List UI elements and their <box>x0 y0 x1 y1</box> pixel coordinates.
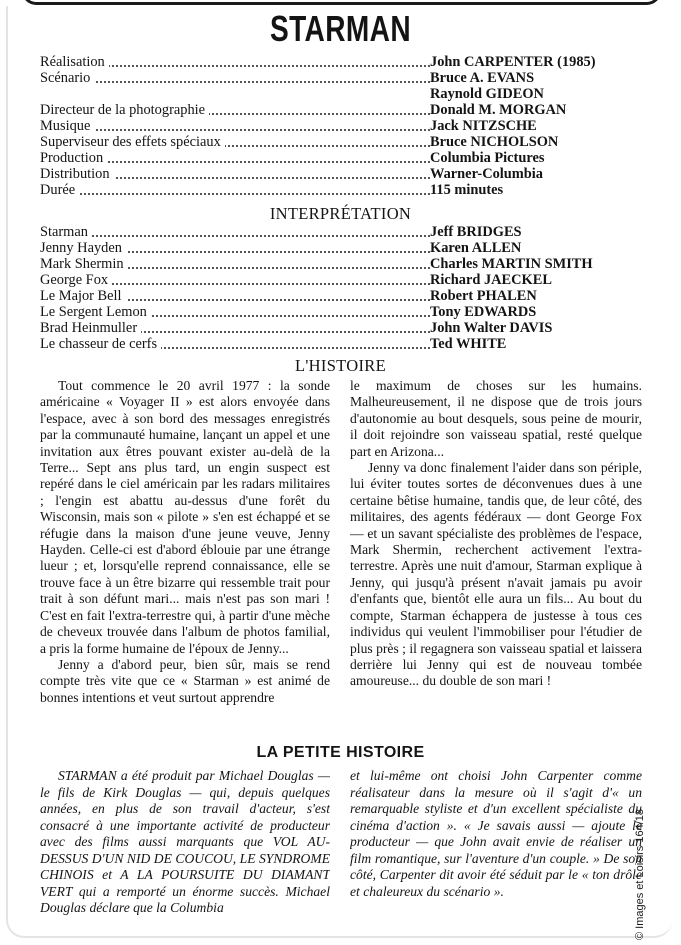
credit-role: Scénario <box>40 70 94 86</box>
credit-name: Bruce A. EVANS <box>430 70 535 86</box>
story-paragraph: Jenny va donc finalement l'aider dans son périple, lui éviter toutes sortes de déconvenues dues à une certaine bêtise humaine, tandis que, de leur côté, des militaires, des agents fédéraux — dont George Fox — et un savant spécialiste des problèmes de l'espace, Mark Shermin, recherchent activement l'extra-terrestre. Après une nuit d'amour, Starman explique à Jenny, qui jusqu'à présent n'avait jamais pu avoir d'enfants que, bientôt elle aura un fils... Au bout du compte, Starman échappera de justesse à tous ces individus qui veulent l'immobiliser pour l'étudier de plus près ; il regagnera son vaisseau spatial et laissera derrière lui Jenny qui est de nouveau tombée amoureuse... du double de son mari ! <box>350 460 642 689</box>
character-name: Le Sergent Lemon <box>40 304 151 320</box>
credit-row <box>40 150 600 166</box>
credit-role: Superviseur des effets spéciaux <box>40 134 225 150</box>
cast-row <box>40 256 600 272</box>
card-top-frame <box>22 0 661 5</box>
credit-row <box>40 134 600 150</box>
cast-row <box>40 336 600 352</box>
trivia-column-left <box>40 768 330 920</box>
credit-role: Réalisation <box>40 54 109 70</box>
cast-row <box>40 224 600 240</box>
credit-role: Durée <box>40 182 79 198</box>
credit-row <box>40 70 600 86</box>
story-heading: L'HISTOIRE <box>295 356 386 375</box>
credit-row <box>40 118 600 134</box>
credit-row <box>40 102 600 118</box>
actor-name: Robert PHALEN <box>430 288 537 304</box>
credit-name: Raynold GIDEON <box>430 86 544 102</box>
story-column-left <box>40 378 330 742</box>
actor-name: Karen ALLEN <box>430 240 522 256</box>
character-name: Brad Heinmuller <box>40 320 141 336</box>
character-name: Starman <box>40 224 92 240</box>
character-name: Le chasseur de cerfs <box>40 336 161 352</box>
credit-name: Jack NITZSCHE <box>430 118 537 134</box>
actor-name: Tony EDWARDS <box>430 304 537 320</box>
actor-name: Jeff BRIDGES <box>430 224 522 240</box>
credit-name: 115 minutes <box>430 182 504 198</box>
credit-role: Directeur de la photographie <box>40 102 209 118</box>
cast-row <box>40 304 600 320</box>
credit-row <box>40 166 600 182</box>
credit-name: Warner-Columbia <box>430 166 543 182</box>
cast-row <box>40 320 600 336</box>
cast-row <box>40 288 600 304</box>
credit-name: Bruce NICHOLSON <box>430 134 559 150</box>
credit-row <box>40 182 600 198</box>
trivia-heading: LA PETITE HISTOIRE <box>256 744 425 761</box>
credit-row <box>40 86 600 102</box>
story-paragraph: le maximum de choses sur les humains. Malheureusement, il ne dispose que de trois jours d'autonomie au bout desquels, sous peine de mourir, il doit rejoindre son vaisseau spatial, resté quelque part en Arizona... <box>350 378 642 459</box>
film-title: STARMAN <box>269 8 412 49</box>
trivia-paragraph: et lui-même ont choisi John Carpenter comme réalisateur dans la mesure où il s'agit d'« un remarquable styliste et d'un excellent spécialiste du cinéma d'action ». « Je savais aussi — ajoute le producteur — que John avait envie de réaliser un film romantique, sur l'aventure d'un couple. » De son côté, Carpenter dit avoir été séduit par le « ton drôle et chaleureux du scénario ». <box>350 768 642 899</box>
trivia-paragraph: STARMAN a été produit par Michael Douglas — le fils de Kirk Douglas — qui, depuis quelques années, en plus de son travail d'acteur, s'est consacré à une importante activité de producteur avec des films aussi marquants que VOL AU-DESSUS D'UN NID DE COUCOU, LE SYNDROME CHINOIS et A LA POURSUITE DU DIAMANT VERT qui a remporté un énorme succès. Michael Douglas déclare que la Columbia <box>40 768 330 915</box>
character-name: Mark Shermin <box>40 256 128 272</box>
character-name: Le Major Bell <box>40 288 126 304</box>
credit-name: Donald M. MORGAN <box>430 102 567 118</box>
copyright-label: © Images et Loisirs 164/18 <box>634 808 646 940</box>
credit-name: John CARPENTER (1985) <box>430 54 596 70</box>
credit-role: Distribution <box>40 166 114 182</box>
credit-role: Musique <box>40 118 94 134</box>
character-name: Jenny Hayden <box>40 240 126 256</box>
actor-name: Charles MARTIN SMITH <box>430 256 593 272</box>
story-paragraph: Jenny a d'abord peur, bien sûr, mais se rend compte très vite que ce « Starman » est animé de bonnes intentions et veut surtout apprendre <box>40 656 330 705</box>
story-paragraph: Tout commence le 20 avril 1977 : la sonde américaine « Voyager II » est alors envoyée dans l'espace, avec à son bord des messages enregistrés par la communauté humaine, lançant un appel et une invitation aux êtres pouvant exister au-delà de la Terre... Sept ans plus tard, un engin suspect est repéré dans le ciel américain par les radars militaires ; l'engin est abattu au-dessus d'une forêt du Wisconsin, mais son « pilote » s'en est échappé et se réfugie dans la maison d'une jeune veuve, Jenny Hayden. Celle-ci est d'abord éblouie par une étrange lueur ; et, lorsqu'elle reprend connaissance, elle se trouve face à un être bizarre qui ressemble trait pour trait à son défunt mari... mais n'est pas son mari ! C'est en fait l'extra-terrestre qui, à partir d'une mèche de cheveux trouvée dans l'album de photos familial, a pris la forme humaine de l'époux de Jenny... <box>40 378 330 656</box>
actor-name: John Walter DAVIS <box>430 320 553 336</box>
character-name: George Fox <box>40 272 112 288</box>
credit-role: Production <box>40 150 107 166</box>
cast-heading: INTERPRÉTATION <box>269 204 412 223</box>
actor-name: Ted WHITE <box>430 336 507 352</box>
cast-row <box>40 240 600 256</box>
trivia-column-right <box>350 768 642 920</box>
credit-row <box>40 54 600 70</box>
actor-name: Richard JAECKEL <box>430 272 552 288</box>
story-column-right <box>350 378 642 742</box>
cast-row <box>40 272 600 288</box>
credit-name: Columbia Pictures <box>430 150 545 166</box>
